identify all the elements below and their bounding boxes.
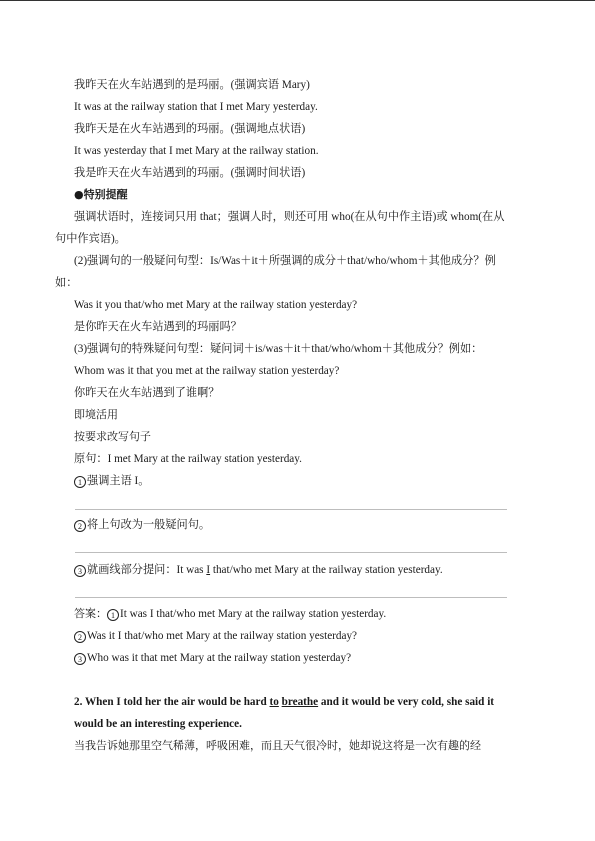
answer-3 (74, 651, 351, 665)
special-question-rule: (3)强调句的特殊疑问句型：疑问词＋is/was＋it＋that/who/whom＋其他成分？例如： (74, 343, 483, 355)
task-3-text-b: that/who met Mary at the railway station yesterday. (210, 564, 443, 576)
task-2 (74, 518, 210, 532)
answer-blank-line-3 (75, 597, 507, 598)
special-question-example-cn: 你昨天在火车站遇到了谁啊？ (74, 387, 220, 399)
question-2-text-b: and it would be very cold, she said it (318, 696, 495, 708)
answer-3-text: Who was it that met Mary at the railway station yesterday? (87, 652, 352, 664)
special-tip-text-line1: 强调状语时，连接词只用 that；强调人时，则还可用 who(在从句中作主语)或 whom(在从 (74, 211, 505, 223)
answer-2 (74, 629, 357, 643)
underlined-to: to (269, 696, 279, 708)
task-3 (74, 563, 443, 577)
answer-1 (74, 607, 386, 621)
answer-blank-line-1 (75, 509, 507, 510)
question-2-line2: would be an interesting experience. (74, 718, 242, 730)
practice-subtitle: 按要求改写句子 (74, 430, 151, 443)
general-question-rule-line2: 如： (55, 277, 78, 289)
circled-number: 2 (74, 631, 86, 643)
question-2-translation: 当我告诉她那里空气稀薄，呼吸困难，而且天气很冷时，她却说这将是一次有趣的经 (74, 739, 481, 752)
general-question-rule-line1: (2)强调句的一般疑问句型：Is/Was＋it＋所强调的成分＋that/who/whom＋其他成分？例 (74, 255, 496, 267)
example-cn-place: 我昨天是在火车站遇到的玛丽。(强调地点状语) (74, 123, 306, 135)
example-en-place: It was at the railway station that I met Mary yesterday. (74, 101, 318, 113)
answer-blank-line-2 (75, 552, 507, 553)
answer-2-text: Was it I that/who met Mary at the railway station yesterday? (87, 630, 358, 642)
circled-number: 3 (74, 565, 86, 577)
example-cn-time: 我是昨天在火车站遇到的玛丽。(强调时间状语) (74, 167, 306, 179)
original-sentence: 原句：I met Mary at the railway station yesterday. (74, 453, 302, 465)
circled-number: 1 (74, 476, 86, 488)
answer-label: 答案： (74, 607, 107, 620)
question-2-text-a: 2. When I told her the air would be hard (74, 696, 270, 708)
task-1 (74, 474, 149, 488)
underlined-breathe: breathe (281, 696, 319, 708)
task-1-text: 强调主语 I。 (87, 475, 150, 487)
special-tip-title: ●特别提醒 (74, 188, 128, 201)
general-question-example-en: Was it you that/who met Mary at the railway station yesterday? (74, 299, 358, 311)
circled-number: 2 (74, 520, 86, 532)
task-2-text: 将上句改为一般疑问句。 (87, 519, 211, 531)
special-tip-text-line2: 句中作宾语)。 (55, 233, 126, 245)
general-question-example-cn: 是你昨天在火车站遇到的玛丽吗？ (74, 321, 242, 333)
example-en-time: It was yesterday that I met Mary at the railway station. (74, 145, 319, 157)
underlined-subject: I (206, 564, 211, 576)
example-cn-object: 我昨天在火车站遇到的是玛丽。(强调宾语 Mary) (74, 79, 310, 91)
special-question-example-en: Whom was it that you met at the railway station yesterday? (74, 365, 340, 377)
question-2-line1 (74, 695, 494, 709)
answer-1-text: It was I that/who met Mary at the railway station yesterday. (120, 608, 387, 620)
practice-title: 即境活用 (74, 408, 118, 421)
circled-number: 3 (74, 653, 86, 665)
task-3-text-a: 就画线部分提问：It was (87, 564, 207, 576)
circled-number: 1 (107, 609, 119, 621)
